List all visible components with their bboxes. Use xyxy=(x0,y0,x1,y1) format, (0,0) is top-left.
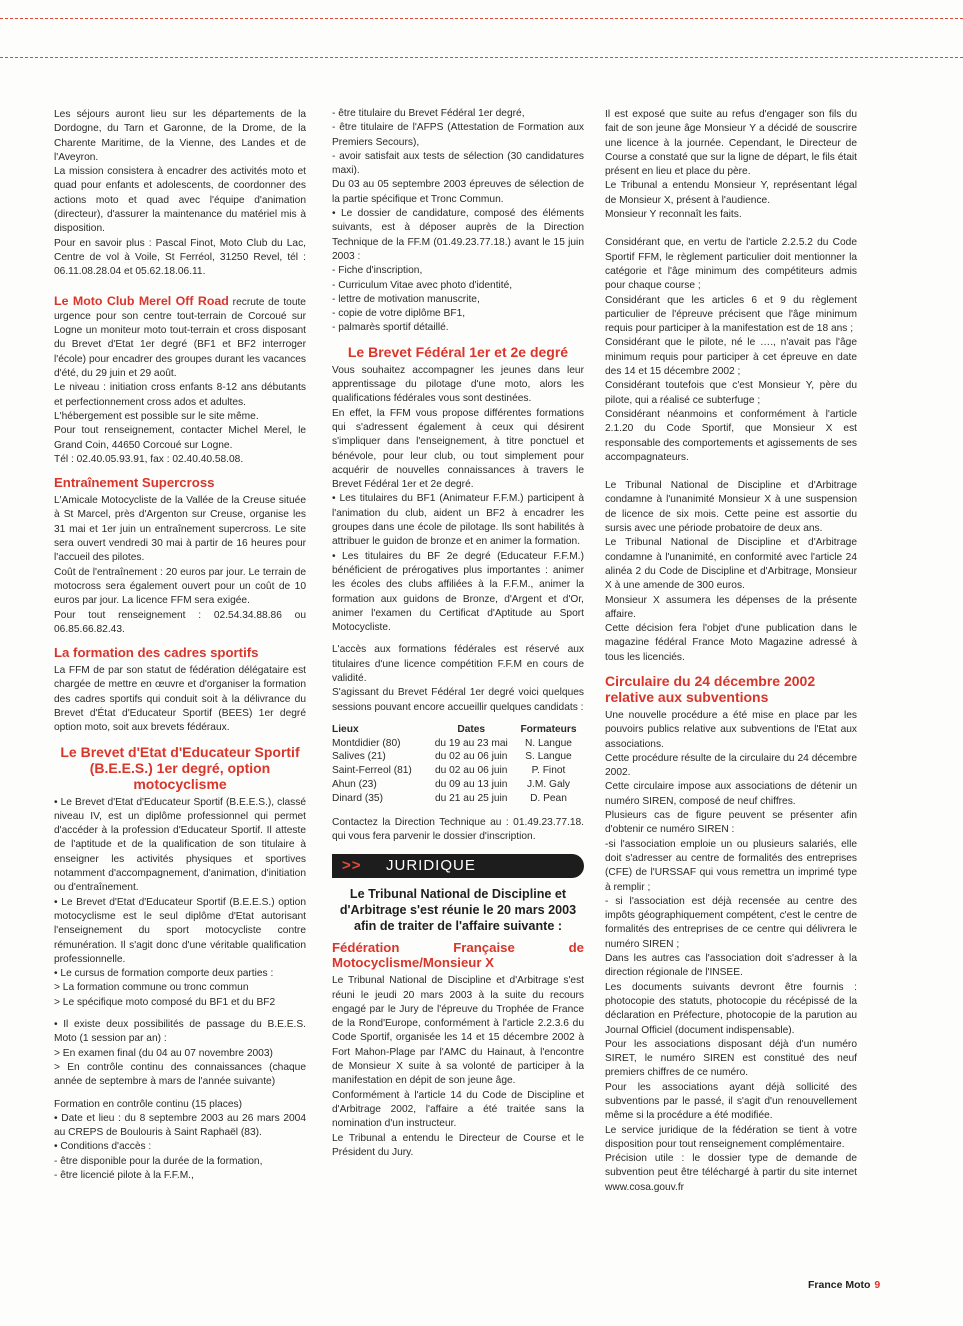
table-header-row xyxy=(332,723,582,737)
paragraph: S'agissant du Brevet Fédéral 1er degré voici quelques sessions pouvant encore accueillir quelques candidats : xyxy=(332,687,584,713)
paragraph: Monsieur Y reconnaît les faits. xyxy=(605,209,742,221)
table-cell: N. Langue xyxy=(524,737,572,749)
table-row xyxy=(332,737,582,751)
table-row xyxy=(332,778,582,792)
section-heading-ffm: Fédération Française de Motocyclisme/Monsieur X xyxy=(332,940,584,971)
tribunal-heading: Le Tribunal National de Discipline et d'Arbitrage s'est réunie le 20 mars 2003 afin de traiter de l'affaire suivante : xyxy=(339,887,577,934)
paragraph: > Le spécifique moto composé du BF1 et du BF2 xyxy=(54,996,276,1008)
paragraph: -si l'association emploie un ou plusieurs salariés, elle doit s'adresser au centre de formalités des entreprises (CFE) de l'URSSAF qui vous remettra un imprimé type à remplir ; xyxy=(605,838,857,893)
paragraph: - palmarès sportif détaillé. xyxy=(332,322,449,334)
paragraph: - si l'association est déjà recensée au centre des impôts géographiquement compétent, c'est le centre de formalités des entreprises de ce centre qui délivrera le numéro SIREN ; xyxy=(605,895,857,950)
column-2 xyxy=(332,107,584,1160)
paragraph: > En examen final (du 04 au 07 novembre 2003) xyxy=(54,1047,273,1059)
table-cell: du 02 au 06 juin xyxy=(434,751,508,763)
paragraph: Précision utile : le dossier type de demande de subvention peut être téléchargé à partir du site internet www.cosa.gouv.fr xyxy=(605,1153,857,1193)
paragraph: • Conditions d'accès : xyxy=(54,1141,152,1153)
paragraph: • Le dossier de candidature, composé des éléments suivants, est à déposer auprès de la Direction Technique de la FF.M (01.49.23.77.18.) avant le 15 juin 2003 : xyxy=(332,208,584,262)
paragraph: Pour tout renseignement, contacter Michel Merel, le Grand Coin, 44650 Corcoué sur Logne. xyxy=(54,425,306,451)
paragraph: Coût de l'entraînement : 20 euros par jour. Le terrain de motocross sera également ouvert pour un coût de 10 euros par jour. La licence FFM sera exigée. xyxy=(54,566,306,607)
paragraph: Le service juridique de la fédération se tient à votre disposition pour tout renseignement complémentaire. xyxy=(605,1124,857,1150)
paragraph-text: recrute de toute urgence pour son centre tout-terrain de Corcoué sur Logne un moniteur moto tout-terrain et cross disposant du Brevet d'Etat 1er degré (BF1 et BF2 interroger l'école) pour encadrer des groupes durant les vacances d'été, du 29 juin et 29 août. xyxy=(54,296,306,380)
paragraph: • Le Brevet d'Etat d'Educateur Sportif (B.E.E.S.) option motocyclisme est le seul diplôme d'Etat autorisant l'enseignement du sport motocycliste contre rémunération. Il s'agit donc d'une véritable qualification professionnelle. xyxy=(54,896,306,965)
sessions-table xyxy=(332,723,582,806)
table-cell: du 09 au 13 juin xyxy=(434,779,508,791)
table-cell: Dinard (35) xyxy=(332,792,383,804)
paragraph: - être titulaire de l'AFPS (Attestation de Formation aux Premiers Secours), xyxy=(332,122,584,148)
paragraph: Le Tribunal National de Discipline et d'Arbitrage condamne à l'unanimité, en conformité avec l'article 24 alinéa 2 du Code de Discipline et d'Arbitrage, Monsieur X à une amende de 300 euros. xyxy=(605,537,857,592)
paragraph: Pour tout renseignement : 02.54.34.88.86 ou 06.85.66.82.43. xyxy=(54,609,306,635)
section-heading-cadres: La formation des cadres sportifs xyxy=(54,645,259,661)
paragraph: Le Tribunal a entendu le Directeur de Course et le Président du Jury. xyxy=(332,1132,584,1158)
paragraph: En effet, la FFM vous propose différentes formations qui s'adressent également à ceux qui désirent s'impliquer dans l'enseignement, à titre ponctuel et bénévole, pour leur club, ou tout simplement pour acquérir de nouvelles connaissances à travers le Brevet Fédéral 1er et 2e degré. xyxy=(332,407,584,491)
paragraph: • Le Brevet d'Etat d'Educateur Sportif (B.E.E.S.), classé niveau IV, est un diplôme professionnel qui permet d'accéder à la profession d'Educateur Sportif. Il atteste de l'aptitude et de la qualification de son titulaire à enseigner les activités physiques et sportives notamment d'accompagnement, d'animation, d'initiation ou d'entraînement. xyxy=(54,796,306,894)
table-row xyxy=(332,792,582,806)
paragraph: L'Amicale Motocycliste de la Vallée de la Creuse située à St Marcel, près d'Argenton sur Creuse, organise les 31 mai et 1er juin un entraînement supercross. Le site sera ouvert vendredi 30 mai à partir de 16 heures pour l'accueil des pilotes. xyxy=(54,495,306,564)
paragraph: Considérant que, en vertu de l'article 2.2.5.2 du Code Sportif FFM, le règlement particulier doit mentionner la catégorie et l'âge minimum des compétiteurs admis pour chaque course ; xyxy=(605,237,857,292)
paragraph: Dans les autres cas l'association doit s'adresser à la direction régionale de l'INSEE. xyxy=(605,953,857,979)
paragraph: Cette circulaire impose aux associations de détenir un numéro SIREN, composé de neuf chiffres. xyxy=(605,781,857,807)
table-cell: Montdidier (80) xyxy=(332,737,401,749)
table-cell: Salives (21) xyxy=(332,751,386,763)
paragraph: Les documents suivants devront être fournis : photocopie des statuts, photocopie du récépissé de la déclaration en Préfecture, photocopie de la parution au Journal Officiel (document indispensable). xyxy=(605,981,857,1036)
column-header: Formateurs xyxy=(520,723,577,735)
paragraph: • Date et lieu : du 8 septembre 2003 au 26 mars 2004 au CREPS de Boulouris à Saint Raphaël (83). xyxy=(54,1112,306,1139)
section-heading-supercross: Entraînement Supercross xyxy=(54,475,215,491)
table-row xyxy=(332,764,582,778)
paragraph: • Le cursus de formation comporte deux parties : xyxy=(54,968,274,980)
paragraph: Considérant néanmoins et conformément à l'article 2.1.20 du Code Sportif, que Monsieur X est responsable des comportements et agissements de ses accompagnateurs. xyxy=(605,408,857,463)
column-3 xyxy=(605,108,857,1195)
paragraph: Les séjours auront lieu sur les départements de la Dordogne, du Tarn et Garonne, de la Drome, de la Charente Maritime, de la Vienne, des Landes et de l'Aveyron. xyxy=(54,109,306,163)
paragraph: Une nouvelle procédure a été mise en place par les pouvoirs publics relative aux subventions de l'Etat aux associations. xyxy=(605,709,857,750)
double-arrow-icon: >> xyxy=(342,857,362,875)
top-dashed-rule xyxy=(0,18,963,19)
paragraph: > La formation commune ou tronc commun xyxy=(54,982,249,994)
table-row xyxy=(332,750,582,764)
table-cell: P. Finot xyxy=(531,765,566,777)
paragraph: - être titulaire du Brevet Fédéral 1er degré, xyxy=(332,108,525,119)
table-cell: S. Langue xyxy=(525,751,572,763)
table-cell: D. Pean xyxy=(530,792,567,804)
paragraph: - être disponible pour la durée de la formation, xyxy=(54,1155,263,1167)
paragraph: Formation en contrôle continu (15 places) xyxy=(54,1098,243,1110)
paragraph: Cette décision fera l'objet d'une publication dans le magazine fédéral France Moto Magazine adressé à tous les licenciés. xyxy=(605,623,857,663)
header-dashed-rule xyxy=(0,57,963,58)
paragraph: Cette procédure résulte de la circulaire du 24 décembre 2002. xyxy=(605,752,857,779)
paragraph: Il est exposé que suite au refus d'engager son fils du fait de son jeune âge Monsieur Y a décidé de souscrire une licence à la journée. Cependant, le Directeur de Course a constaté que sur la ligne de départ, le fils était présent en lieu et place du père. xyxy=(605,109,857,178)
paragraph: - avoir satisfait aux tests de sélection (30 candidatures maxi). xyxy=(332,150,584,177)
paragraph: Considérant que les articles 6 et 9 du règlement particulier de l'épreuve précisent que l'âge minimum requis pour participer à la manifestation est de 18 ans ; xyxy=(605,294,857,335)
banner-label: JURIDIQUE xyxy=(386,857,476,875)
paragraph: Pour en savoir plus : Pascal Finot, Moto Club du Lac, Centre de vol à Voile, St Ferréol, 31250 Revel, tél : 06.11.08.28.04 et 05.62.18.06.11. xyxy=(54,237,306,278)
paragraph: - être licencié pilote à la F.F.M., xyxy=(54,1170,194,1181)
table-cell: Ahun (23) xyxy=(332,779,377,791)
paragraph-merel xyxy=(54,294,306,382)
table-cell: du 21 au 25 juin xyxy=(434,792,508,804)
paragraph: > En contrôle continu des connaissances (chaque année de septembre à mars de l'année suivante) xyxy=(54,1061,306,1088)
paragraph: La mission consistera à encadrer des activités moto et quad pour enfants et adolescents, de coordonner des actions moto et quad avec l'équipe d'animation (directeur), d'assurer la maintenance du matériel mis à disposition. xyxy=(54,166,306,235)
section-heading-circulaire: Circulaire du 24 décembre 2002 relative aux subventions xyxy=(605,672,816,705)
paragraph: L'hébergement est possible sur le site même. xyxy=(54,410,259,422)
table-cell: du 19 au 23 mai xyxy=(434,737,508,749)
paragraph: Le Tribunal National de Discipline et d'Arbitrage s'est réuni le jeudi 20 mars 2003 à la suite du recours engagé par le Jury de l'épreuve du Trophée de France de la Rond'Europe, conformément à l'article 2.2.3.6 du Code Sportif, organisée les 14 et 15 décembre 2002 à Fort Mahon-Plage par l'AMC du Hainaut, à l'encontre de Monsieur X suite à sa volonté de participer à la manifestation en dépit de son jeune âge. xyxy=(332,975,584,1087)
column-1 xyxy=(54,108,306,1183)
paragraph: Le Tribunal a entendu Monsieur Y, représentant légal de Monsieur X, présent à l'audience. xyxy=(605,180,857,206)
paragraph: Du 03 au 05 septembre 2003 épreuves de sélection de la partie spécifique et Tronc Commun. xyxy=(332,179,584,205)
paragraph: Contactez la Direction Technique au : 01.49.23.77.18. qui vous fera parvenir le dossier d'inscription. xyxy=(332,816,584,842)
page-footer xyxy=(808,1279,880,1291)
paragraph: Plusieurs cas de figure peuvent se présenter afin d'obtenir ce numéro SIREN : xyxy=(605,810,857,836)
table-cell: Saint-Ferreol (81) xyxy=(332,765,412,777)
juridique-banner xyxy=(332,854,584,878)
paragraph: • Les titulaires du BF1 (Animateur F.F.M.) participent à l'animation du club, aident un BF2 à encadrer les groupes dans une école de pilotage. Ils sont habilités à attribuer le guidon de bronze et en animer la formation. xyxy=(332,493,584,548)
table-cell: du 02 au 06 juin xyxy=(434,765,508,777)
paragraph: • Il existe deux possibilités de passage du B.E.E.S. Moto (1 session par an) : xyxy=(54,1019,306,1045)
paragraph: Pour les associations ayant déjà sollicité des subventions par le passé, il s'agit d'un renouvellement même si la procédure a été modifiée. xyxy=(605,1081,857,1122)
column-header: Lieux xyxy=(332,723,359,735)
section-heading-bees: Le Brevet d'Etat d'Educateur Sportif (B.E.E.S.) 1er degré, option motocyclisme xyxy=(60,743,300,792)
magazine-name: France Moto xyxy=(808,1279,871,1291)
paragraph: - lettre de motivation manuscrite, xyxy=(332,293,480,305)
paragraph: Conformément à l'article 14 du Code de Discipline et d'Arbitrage 2002, l'affaire a été traitée sans la nomination d'un instructeur. xyxy=(332,1089,584,1130)
paragraph: Pour les associations disposant déjà d'un numéro SIRET, le numéro SIREN est constitué des neuf premiers chiffres de ce numéro. xyxy=(605,1038,857,1079)
paragraph: - copie de votre diplôme BF1, xyxy=(332,308,466,320)
column-header: Dates xyxy=(457,723,486,735)
paragraph: - Curriculum Vitae avec photo d'identité, xyxy=(332,279,513,291)
paragraph: Vous souhaitez accompagner les jeunes dans leur apprentissage du pilotage d'une moto, alors les qualifications fédérales vous sont destinées. xyxy=(332,364,584,405)
page-number: 9 xyxy=(874,1279,881,1291)
paragraph: La FFM de par son statut de fédération délégataire est chargée de mettre en œuvre et d'organiser la formation des cadres sportifs qui conduit soit à la délivrance du Brevet d'État d'Educateur Sportif (BEES) 1er degré option moto, soit aux brevets fédéraux. xyxy=(54,665,306,734)
paragraph: Le Tribunal National de Discipline et d'Arbitrage condamne à l'unanimité Monsieur X à une suspension de licence de six mois. Cette peine est assortie du sursis avec une période probatoire de deux ans. xyxy=(605,480,857,535)
paragraph: Tél : 02.40.05.93.91, fax : 02.40.40.58.08. xyxy=(54,453,244,465)
paragraph: Considérant toutefois que c'est Monsieur Y, père du pilote, qui a réalisé ce subterfuge ; xyxy=(605,380,857,406)
paragraph: L'accès aux formations fédérales est réservé aux titulaires d'une licence compétition F.F.M en cours de validité. xyxy=(332,644,584,684)
table-cell: J.M. Galy xyxy=(526,779,570,791)
club-name: Le Moto Club Merel Off Road xyxy=(54,293,229,308)
paragraph: Considérant que le pilote, né le …., n'avait pas l'âge minimum requis pour participer à cet épreuve en date des 14 et 15 décembre 2002 ; xyxy=(605,337,857,378)
paragraph: - Fiche d'inscription, xyxy=(332,265,423,277)
paragraph: Monsieur X assumera les dépenses de la présente affaire. xyxy=(605,594,857,620)
paragraph: Le niveau : initiation cross enfants 8-12 ans débutants et perfectionnement cross ados et adultes. xyxy=(54,382,306,408)
paragraph: • Les titulaires du BF 2e degré (Educateur F.F.M.) bénéficient de prérogatives plus importantes : animer les écoles des clubs affiliées à la F.F.M., animer la formation aux guidons de Bronze, d'Argent et d'Or, animer l'examen du Certificat d'Aptitude au Sport Motocycliste. xyxy=(332,550,584,634)
section-heading-brevet-federal: Le Brevet Fédéral 1er et 2e degré xyxy=(347,343,569,360)
